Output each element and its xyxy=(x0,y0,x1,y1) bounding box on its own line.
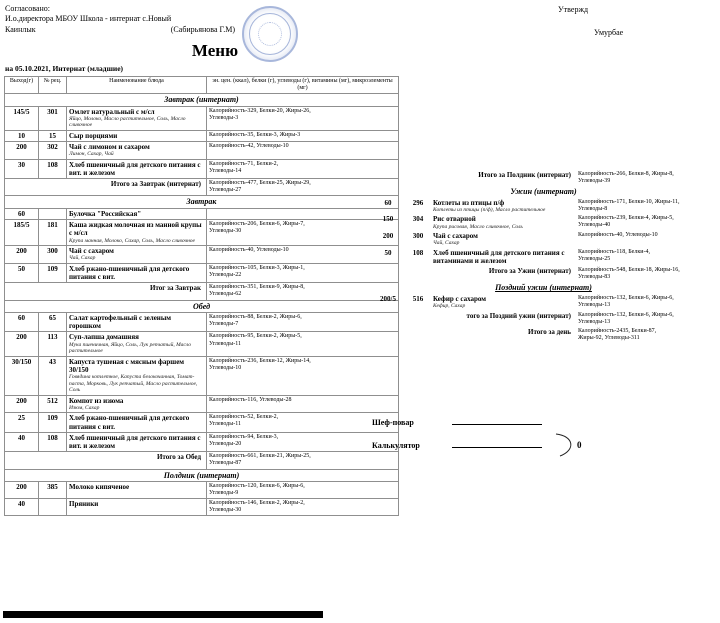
nutrition-text: Калорийность-171, Белки-10, Жиры-11, Углеводы-8 xyxy=(578,198,680,212)
agreed-signer: (Сабирьянова Г.М) xyxy=(170,24,235,34)
calculator-label: Калькулятор xyxy=(372,441,420,450)
nutrition-cell xyxy=(207,452,399,469)
nutrition-cell xyxy=(207,332,399,356)
dish-cell xyxy=(67,246,207,264)
recipe-cell: 304 xyxy=(412,215,424,224)
recipe-cell: 301 xyxy=(39,106,67,130)
dish-ingredients: Чай, Сахар xyxy=(433,240,460,247)
nutrition-cell xyxy=(207,312,399,332)
nutrition-text: Калорийность-146, Белки-2, Жиры-2, Углеводы-30 xyxy=(209,500,305,514)
dish-name: Кефир с сахаром xyxy=(433,294,487,303)
approved-label: Утвержд xyxy=(558,5,589,14)
table-row xyxy=(5,142,399,160)
recipe-cell: 385 xyxy=(39,481,67,498)
section-title: Ужин (интернат) xyxy=(510,187,577,197)
menu-table-right xyxy=(371,170,716,343)
dish-ingredients: Чай, Сахар xyxy=(69,255,96,262)
portion-cell: 30/150 xyxy=(5,356,39,395)
section-header-breakfast2 xyxy=(5,196,399,208)
table-row xyxy=(5,395,399,413)
nutrition-text: Калорийность-42, Углеводы-10 xyxy=(209,143,289,150)
section-header-lunch xyxy=(5,300,399,312)
dish-name: Чай с лимоном и сахаром xyxy=(69,143,150,152)
table-row xyxy=(371,198,716,215)
portion-cell: 200 xyxy=(5,481,39,498)
nutrition-cell xyxy=(207,159,399,179)
recipe-cell xyxy=(39,499,67,516)
nutrition-cell xyxy=(576,170,716,186)
calculator-value: 0 xyxy=(577,440,582,450)
recipe-cell: 108 xyxy=(39,159,67,179)
recipe-cell: 109 xyxy=(39,413,67,433)
dish-ingredients: Кефир, Сахар xyxy=(433,303,466,310)
table-row xyxy=(371,231,716,248)
dish-name: Хлеб пшеничный для детского питания с витаминами и железом xyxy=(433,248,565,266)
portion-cell: 185/5 xyxy=(5,220,39,246)
total-label: Итого за Полдник (интернат) xyxy=(478,171,571,179)
nutrition-cell xyxy=(576,266,716,282)
nutrition-text: Калорийность-71, Белки-2, Углеводы-14 xyxy=(209,160,279,174)
dish-name: Салат картофельный с зеленым горошком xyxy=(69,313,172,331)
nutrition-cell xyxy=(207,246,399,264)
dish-cell xyxy=(431,231,576,248)
nutrition-cell xyxy=(207,432,399,452)
table-row xyxy=(5,106,399,130)
table-row xyxy=(5,263,399,283)
total-nutrition: Калорийность-266, Белки-8, Жиры-8, Углеводы-39 xyxy=(578,171,674,185)
recipe-cell: 296 xyxy=(412,198,424,207)
dish-name: Чай с сахаром xyxy=(69,247,114,256)
calculator-signature-line xyxy=(452,438,542,448)
nutrition-cell xyxy=(576,231,716,248)
dish-ingredients: Изюм, Сахар xyxy=(69,404,100,411)
scan-artifact-bar xyxy=(3,611,323,618)
dish-cell xyxy=(67,263,207,283)
nutrition-cell xyxy=(207,356,399,395)
section-title: Обед xyxy=(192,301,211,311)
recipe-cell: 181 xyxy=(39,220,67,246)
total-label: Итог за Завтрак xyxy=(5,283,207,300)
table-row xyxy=(5,481,399,498)
dish-cell xyxy=(67,159,207,179)
portion-cell: 25 xyxy=(5,413,39,433)
nutrition-text: Калорийность-95, Белки-2, Жиры-5, Углеводы-11 xyxy=(209,333,302,347)
nutrition-text: Калорийность-236, Белки-12, Жиры-14, Углеводы-10 xyxy=(209,357,311,371)
portion-cell: 60 xyxy=(384,198,392,207)
section-title: Завтрак (интернат) xyxy=(164,95,239,105)
dish-name: Чай с сахаром xyxy=(433,232,478,241)
table-row xyxy=(5,208,399,219)
section-header-snack xyxy=(5,469,399,481)
dish-name: Каша жидкая молочная из манной крупы с м/сл xyxy=(69,221,202,238)
table-row xyxy=(5,312,399,332)
section-title: Поздний ужин (интернат) xyxy=(495,283,592,293)
nutrition-cell xyxy=(576,311,716,327)
table-row xyxy=(371,248,716,267)
dish-cell xyxy=(67,432,207,452)
portion-cell: 50 xyxy=(5,263,39,283)
table-row xyxy=(5,159,399,179)
portion-cell: 30 xyxy=(5,159,39,179)
total-label: Итого за Обед xyxy=(5,452,207,469)
section-title: Полдник (интернат) xyxy=(163,470,240,480)
nutrition-text: Калорийность-239, Белки-4, Жиры-5, Углеводы-40 xyxy=(578,215,674,229)
nutrition-text: Калорийность-329, Белки-20, Жиры-26, Углеводы-3 xyxy=(209,107,311,121)
dish-cell xyxy=(67,332,207,356)
total-nutrition: Калорийность-661, Белки-21, Жиры-25, Углеводы-87 xyxy=(209,453,311,467)
dish-name: Хлеб пшеничный для детского питания с вит. и железом xyxy=(69,160,201,178)
portion-cell: 200/5 xyxy=(380,294,396,303)
table-row xyxy=(5,220,399,246)
dish-cell xyxy=(431,248,576,267)
portion-cell: 40 xyxy=(5,432,39,452)
nutrition-cell xyxy=(207,220,399,246)
dish-ingredients: Крупа рисовая, Масло сливочное, Соль xyxy=(433,223,523,230)
nutrition-cell xyxy=(576,214,716,231)
portion-cell: 200 xyxy=(382,232,394,241)
recipe-cell: 108 xyxy=(39,432,67,452)
day-total-nutrition: Калорийность-2435, Белки-87, Жиры-92, Углеводы-311 xyxy=(578,327,657,341)
col-header-rec: № рец. xyxy=(39,77,67,94)
nutrition-cell xyxy=(207,413,399,433)
dish-name: Хлеб ржано-пшеничный для детского питания с вит. xyxy=(69,414,190,431)
nutrition-cell xyxy=(207,106,399,130)
table-row xyxy=(5,499,399,516)
nutrition-text: Калорийность-206, Белки-6, Жиры-7, Углеводы-30 xyxy=(209,221,305,235)
recipe-cell: 300 xyxy=(39,246,67,264)
portion-cell: 50 xyxy=(384,248,392,257)
section-header-late-dinner xyxy=(371,282,716,293)
recipe-cell: 43 xyxy=(39,356,67,395)
dish-name: Хлеб ржано-пшеничный для детского питания с вит. xyxy=(69,264,190,282)
portion-cell: 200 xyxy=(5,142,39,160)
nutrition-text: Калорийность-40, Углеводы-10 xyxy=(209,247,289,254)
dish-name: Молоко кипяченое xyxy=(69,482,130,491)
table-row xyxy=(5,246,399,264)
day-total-row xyxy=(371,327,716,343)
nutrition-cell xyxy=(576,198,716,215)
nutrition-cell xyxy=(576,327,716,343)
dish-ingredients: Яйцо, Молоко, Масло растительное, Соль, Масло сливочное xyxy=(69,115,186,129)
table-row xyxy=(5,130,399,141)
total-nutrition: Калорийность-477, Белки-25, Жиры-29, Углеводы-27 xyxy=(209,180,311,194)
dish-cell xyxy=(67,312,207,332)
dish-cell xyxy=(67,356,207,395)
dish-cell xyxy=(431,214,576,231)
recipe-cell: 300 xyxy=(412,232,424,241)
nutrition-cell xyxy=(576,248,716,267)
recipe-cell: 65 xyxy=(39,312,67,332)
portion-cell: 60 xyxy=(5,208,39,219)
dish-ingredients: Котлеты из птицы (п/ф), Масло растительное xyxy=(433,206,546,213)
section-title: Завтрак xyxy=(186,197,217,207)
dish-name: Компот из изюма xyxy=(69,396,124,405)
chef-signature-row xyxy=(372,415,716,438)
col-header-name: Наименование блюда xyxy=(67,77,207,94)
document-subtitle: на 05.10.2021, Интернат (младшие) xyxy=(5,64,124,73)
nutrition-text: Калорийность-120, Белки-6, Жиры-6, Углеводы-9 xyxy=(209,482,305,497)
total-row xyxy=(5,452,399,469)
total-label: того за Поздний ужин (интернат) xyxy=(466,311,571,320)
portion-cell: 200 xyxy=(5,395,39,413)
nutrition-text: Калорийность-116, Углеводы-28 xyxy=(209,396,292,403)
dish-name: Суп-лапша домашняя xyxy=(69,333,139,342)
day-total-label: Итого за день xyxy=(528,327,571,336)
total-nutrition: Калорийность-351, Белки-9, Жиры-8, Углеводы-62 xyxy=(209,284,305,298)
portion-cell: 145/5 xyxy=(5,106,39,130)
dish-ingredients: Крупа манная, Молоко, Сахар, Соль, Масло сливочное xyxy=(69,237,196,244)
chef-label: Шеф-повар xyxy=(372,418,414,427)
dish-name: Котлеты из птицы п/ф xyxy=(433,198,505,207)
nutrition-text: Калорийность-40, Углеводы-10 xyxy=(578,232,658,239)
table-row xyxy=(5,332,399,356)
table-header-row xyxy=(5,77,399,94)
dish-cell xyxy=(67,130,207,141)
dish-name: Омлет натуральный с м/сл xyxy=(69,107,155,116)
dish-cell xyxy=(431,198,576,215)
dish-ingredients: Мука пшеничная, Яйцо, Соль, Лук репчатый, Масло растительное xyxy=(69,341,192,355)
portion-cell: 150 xyxy=(382,215,394,224)
portion-cell: 200 xyxy=(5,332,39,356)
nutrition-cell xyxy=(576,294,716,311)
total-label: Итого за Завтрак (интернат) xyxy=(5,179,207,196)
menu-table-left xyxy=(4,76,399,516)
agreed-label: Согласовано: xyxy=(5,4,51,13)
total-row xyxy=(371,311,716,327)
table-row xyxy=(371,294,716,311)
dish-name: Капуста тушеная с мясным фаршем 30/150 xyxy=(69,357,185,374)
total-row xyxy=(371,266,716,282)
nutrition-text: Калорийность-88, Белки-2, Жиры-6, Углеводы-7 xyxy=(209,313,302,328)
total-nutrition: Калорийность-132, Белки-6, Жиры-6, Углеводы-13 xyxy=(578,311,674,325)
nutrition-cell xyxy=(207,208,399,219)
signatures-block xyxy=(372,415,716,461)
signature-scribble-icon xyxy=(550,432,580,458)
nutrition-text: Калорийность-35, Белки-3, Жиры-3 xyxy=(209,131,301,138)
dish-cell xyxy=(67,106,207,130)
portion-cell: 60 xyxy=(5,312,39,332)
chef-signature-line xyxy=(452,415,542,425)
dish-cell xyxy=(67,142,207,160)
nutrition-cell xyxy=(207,142,399,160)
nutrition-text: Калорийность-105, Белки-3, Жиры-1, Углеводы-22 xyxy=(209,264,305,278)
agreed-line2-row xyxy=(5,25,235,35)
recipe-cell: 516 xyxy=(412,294,424,303)
table-row xyxy=(371,214,716,231)
portion-cell: 10 xyxy=(5,130,39,141)
table-row xyxy=(5,413,399,433)
recipe-cell: 302 xyxy=(39,142,67,160)
dish-ingredients: Говядина котлетное, Капуста белокочанная, Томат-паста, Морковь, Лук репчатый, Масло растительное, Соль xyxy=(69,374,198,394)
total-row xyxy=(371,170,716,186)
nutrition-cell xyxy=(207,395,399,413)
nutrition-cell xyxy=(207,481,399,498)
dish-cell xyxy=(67,208,207,219)
dish-name: Пряники xyxy=(69,500,99,509)
recipe-cell: 15 xyxy=(39,130,67,141)
nutrition-cell xyxy=(207,263,399,283)
section-header-breakfast-internat xyxy=(5,94,399,106)
document-title: Меню xyxy=(191,41,239,60)
section-header-dinner xyxy=(371,186,716,197)
dish-cell xyxy=(431,294,576,311)
total-row xyxy=(5,179,399,196)
dish-cell xyxy=(67,395,207,413)
recipe-cell: 109 xyxy=(39,263,67,283)
recipe-cell: 113 xyxy=(39,332,67,356)
nutrition-text: Калорийность-94, Белки-3, Углеводы-20 xyxy=(209,433,279,447)
nutrition-cell xyxy=(207,499,399,516)
dish-name: Сыр порциями xyxy=(69,131,118,140)
dish-ingredients: Лимон, Сахар, Чай xyxy=(69,151,114,158)
recipe-cell: 108 xyxy=(412,248,424,257)
table-row xyxy=(5,356,399,395)
nutrition-cell xyxy=(207,283,399,300)
agreed-line2: Каинлык xyxy=(5,24,36,34)
col-header-nutrition: эн. цен. (ккал), белки (г), углеводы (г), витамины (мг), микроэлементы (мг) xyxy=(207,77,399,94)
dish-cell xyxy=(67,220,207,246)
dish-name: Хлеб пшеничный для детского питания с вит. и железом xyxy=(69,433,201,451)
recipe-cell: 512 xyxy=(39,395,67,413)
total-nutrition: Калорийность-548, Белки-18, Жиры-16, Углеводы-83 xyxy=(578,267,680,281)
col-header-qty: Выход(г) xyxy=(5,77,39,94)
agreed-block xyxy=(5,4,257,35)
nutrition-text: Калорийность-132, Белки-6, Жиры-6, Углеводы-13 xyxy=(578,294,674,308)
dish-name: Рис отварной xyxy=(433,215,476,224)
portion-cell: 40 xyxy=(5,499,39,516)
calculator-signature-row xyxy=(372,438,716,461)
nutrition-text: Калорийность-52, Белки-2, Углеводы-11 xyxy=(209,414,279,428)
dish-name: Булочка "Российская" xyxy=(69,209,142,218)
dish-cell xyxy=(67,499,207,516)
dish-cell xyxy=(67,413,207,433)
dish-cell xyxy=(67,481,207,498)
nutrition-text: Калорийность-118, Белки-4, Углеводы-25 xyxy=(578,248,650,262)
total-label: Итого за Ужин (интернат) xyxy=(488,267,571,276)
nutrition-cell xyxy=(207,179,399,196)
nutrition-cell xyxy=(207,130,399,141)
table-row xyxy=(5,432,399,452)
total-row xyxy=(5,283,399,300)
portion-cell: 200 xyxy=(5,246,39,264)
agreed-line1: И.о.директора МБОУ Школа - интернат с.Новый xyxy=(5,14,172,24)
approved-name: Умурбае xyxy=(594,28,624,37)
recipe-cell xyxy=(39,208,67,219)
